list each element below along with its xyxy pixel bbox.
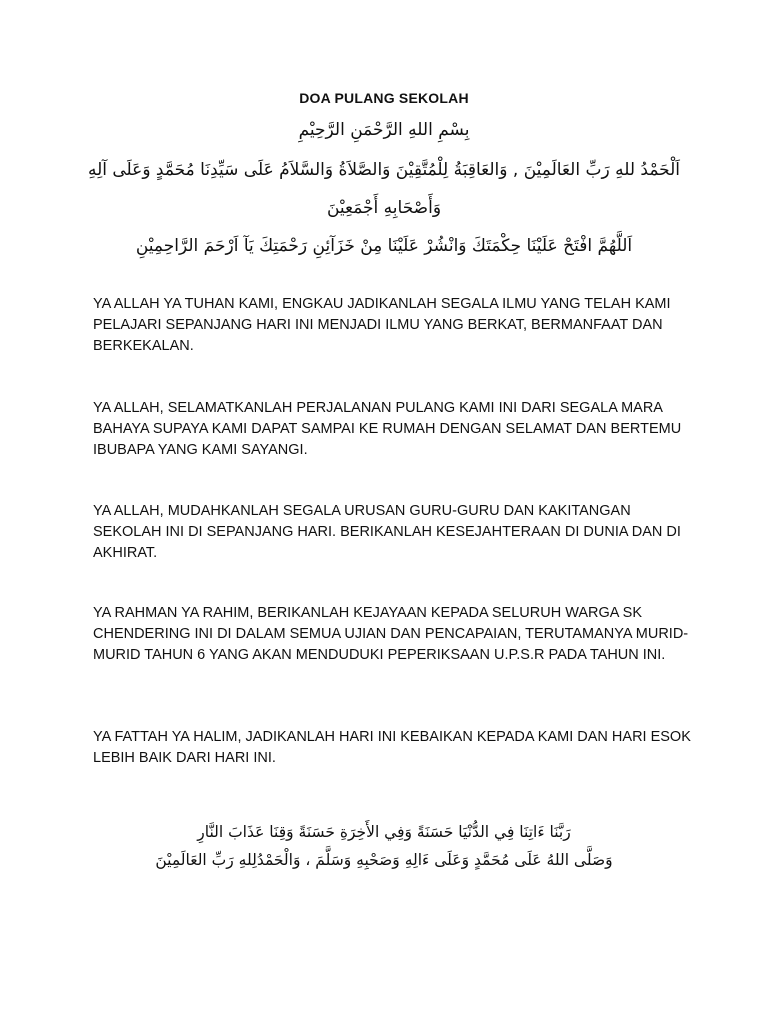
arabic-basmalah: بِسْمِ اللهِ الرَّحْمَنِ الرَّحِيْمِ [298,120,470,140]
arabic-opening-line: اَلْحَمْدُ للهِ رَبِّ العَالَمِيْنَ , وَالعَاقِبَةُ لِلْمُتَّقِيْنَ وَالصَّلاَةُ وَالسَّلاَمُ عَلَى سَيِّدِنَا مُحَمَّدٍ وَعَلَى آلِهِ [87,160,681,180]
arabic-opening-line-continued: وَأَصْحَابِهِ أَجْمَعِيْنَ [326,198,442,218]
arabic-closing-line: رَبَّنَا ءَاتِنَا فِي الدُّنْيَا حَسَنَةً وَفِي الأَخِرَةِ حَسَنَةً وَقِنَا عَذَابَ النَّارِ [197,823,571,841]
prayer-paragraph: YA ALLAH, MUDAHKANLAH SEGALA URUSAN GURU-GURU DAN KAKITANGAN SEKOLAH INI DI SEPANJANG HARI. BERIKANLAH KESEJAHTERAAN DI DUNIA DAN DI AKHIRAT. [93,503,681,561]
arabic-supplication-line: اَللَّهُمَّ افْتَحْ عَلَيْنَا حِكْمَتَكَ وَانْشُرْ عَلَيْنَا مِنْ خَزَآئِنِ رَحْمَتِكَ يَآ اَرْحَمَ الرَّاحِمِيْنِ [135,236,633,256]
prayer-paragraph: YA ALLAH, SELAMATKANLAH PERJALANAN PULANG KAMI INI DARI SEGALA MARA BAHAYA SUPAYA KAMI DAPAT SAMPAI KE RUMAH DENGAN SELAMAT DAN BERTEMU IBUBAPA YANG KAMI SAYANGI. [93,400,682,458]
prayer-paragraph: YA FATTAH YA HALIM, JADIKANLAH HARI INI KEBAIKAN KEPADA KAMI DAN HARI ESOK LEBIH BAIK DARI HARI INI. [93,729,691,766]
prayer-paragraph: YA ALLAH YA TUHAN KAMI, ENGKAU JADIKANLAH SEGALA ILMU YANG TELAH KAMI PELAJARI SEPANJANG HARI INI MENJADI ILMU YANG BERKAT, BERMANFAAT DAN BERKEKALAN. [93,296,671,354]
prayer-paragraph: YA RAHMAN YA RAHIM, BERIKANLAH KEJAYAAN KEPADA SELURUH WARGA SK CHENDERING INI DI DALAM SEMUA UJIAN DAN PENCAPAIAN, TERUTAMANYA MURID-MURID TAHUN 6 YANG AKAN MENDUDUKI PEPERIKSAAN U.P.S.R PADA TAHUN INI. [93,605,689,663]
document-title: DOA PULANG SEKOLAH [299,90,469,106]
arabic-closing-line: وَصَلَّى اللهُ عَلَى مُحَمَّدٍ وَعَلَى ءَالِهِ وَصَحْبِهِ وَسَلَّمَ ، وَالْحَمْدُلِلهِ رَبِّ العَالَمِيْنَ [155,851,613,869]
